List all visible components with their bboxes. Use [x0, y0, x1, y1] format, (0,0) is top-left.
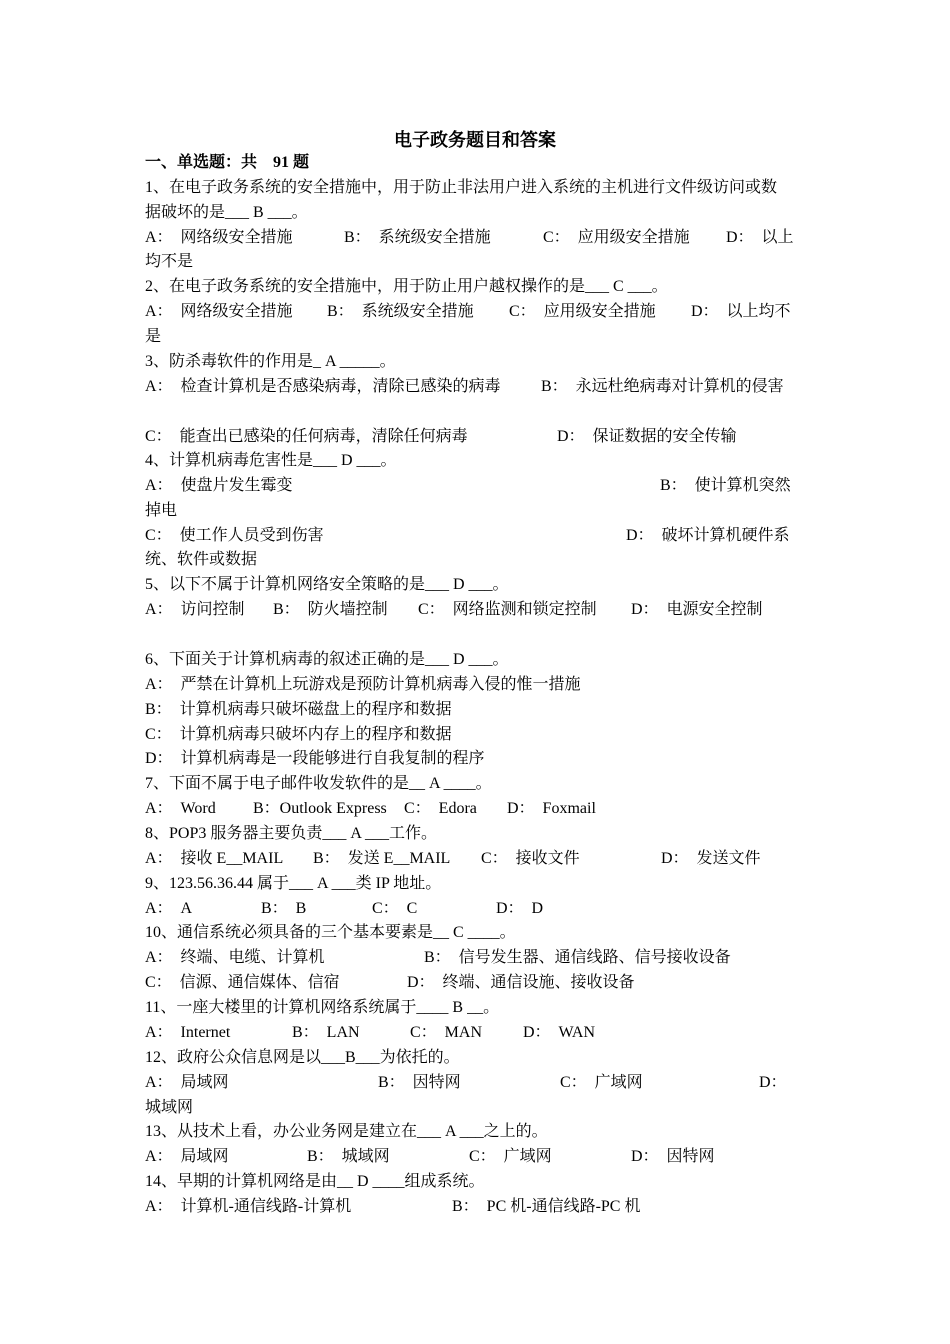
question-2-option-wrap: 是 — [145, 328, 162, 345]
q7-option-b: B：Outlook Express — [253, 800, 387, 817]
q8-option-d: D： 发送文件 — [661, 850, 761, 867]
q10-option-d: D： 终端、通信设施、接收设备 — [407, 974, 635, 991]
q11-option-d: D： WAN — [523, 1024, 595, 1041]
q4-option-c: C： 使工作人员受到伤害 — [145, 527, 324, 544]
q11-option-a: A： Internet — [145, 1024, 231, 1041]
q8-option-b: B： 发送 E__MAIL — [313, 850, 451, 867]
question-13: 13、从技术上看，办公业务网是建立在___ A ___之上的。 — [145, 1123, 548, 1140]
question-4: 4、计算机病毒危害性是___ D ___。 — [145, 452, 397, 469]
q9-option-c: C： C — [372, 900, 418, 917]
question-6: 6、下面关于计算机病毒的叙述正确的是___ D ___。 — [145, 651, 509, 668]
q1-option-d: D： 以上 — [726, 229, 794, 246]
question-14: 14、早期的计算机网络是由__ D ____组成系统。 — [145, 1173, 485, 1190]
q6-option-c: C： 计算机病毒只破坏内存上的程序和数据 — [145, 726, 452, 743]
question-1-line-1: 1、在电子政务系统的安全措施中，用于防止非法用户进入系统的主机进行文件级访问或数 — [145, 179, 778, 196]
q3-option-c: C： 能查出已感染的任何病毒，清除任何病毒 — [145, 428, 468, 445]
q13-option-d: D： 因特网 — [631, 1148, 715, 1165]
question-5: 5、以下不属于计算机网络安全策略的是___ D ___。 — [145, 576, 509, 593]
q2-option-c: C： 应用级安全措施 — [509, 303, 656, 320]
section-heading: 一、单选题：共 91 题 — [145, 154, 310, 171]
q14-option-b: B： PC 机-通信线路-PC 机 — [452, 1198, 641, 1215]
q1-option-b: B： 系统级安全措施 — [344, 229, 491, 246]
q12-option-c: C： 广域网 — [560, 1074, 643, 1091]
q12-option-d: D： — [759, 1074, 787, 1091]
q12-option-b: B： 因特网 — [378, 1074, 461, 1091]
question-9: 9、123.56.36.44 属于___ A ___类 IP 地址。 — [145, 875, 442, 892]
question-10: 10、通信系统必须具备的三个基本要素是__ C ____。 — [145, 924, 516, 941]
q8-option-a: A： 接收 E__MAIL — [145, 850, 284, 867]
q9-option-d: D： D — [496, 900, 544, 917]
q10-option-c: C： 信源、通信媒体、信宿 — [145, 974, 340, 991]
q2-option-b: B： 系统级安全措施 — [327, 303, 474, 320]
q7-option-c: C： Edora — [404, 800, 477, 817]
q5-option-a: A： 访问控制 — [145, 601, 245, 618]
question-4-option-wrap-1: 掉电 — [145, 502, 178, 519]
q13-option-c: C： 广域网 — [469, 1148, 552, 1165]
q13-option-a: A： 局域网 — [145, 1148, 229, 1165]
question-1-line-2: 据破坏的是___ B ___。 — [145, 204, 308, 221]
q11-option-c: C： MAN — [410, 1024, 483, 1041]
q10-option-a: A： 终端、电缆、计算机 — [145, 949, 325, 966]
q5-option-b: B： 防火墙控制 — [273, 601, 388, 618]
q1-option-c: C： 应用级安全措施 — [543, 229, 690, 246]
q13-option-b: B： 城域网 — [307, 1148, 390, 1165]
q9-option-a: A： A — [145, 900, 193, 917]
q2-option-d: D： 以上均不 — [691, 303, 791, 320]
q8-option-c: C： 接收文件 — [481, 850, 580, 867]
q4-option-d: D： 破坏计算机硬件系 — [626, 527, 790, 544]
question-1-option-wrap: 均不是 — [145, 253, 194, 270]
q6-option-a: A： 严禁在计算机上玩游戏是预防计算机病毒入侵的惟一措施 — [145, 676, 581, 693]
q10-option-b: B： 信号发生器、通信线路、信号接收设备 — [424, 949, 731, 966]
q12-option-a: A： 局域网 — [145, 1074, 229, 1091]
q3-option-b: B： 永远杜绝病毒对计算机的侵害 — [541, 378, 784, 395]
q7-option-d: D： Foxmail — [507, 800, 596, 817]
question-4-option-wrap-2: 统、软件或数据 — [145, 551, 258, 568]
q9-option-b: B： B — [261, 900, 307, 917]
q6-option-b: B： 计算机病毒只破坏磁盘上的程序和数据 — [145, 701, 452, 718]
q4-option-a: A： 使盘片发生霉变 — [145, 477, 293, 494]
q4-option-b: B： 使计算机突然 — [660, 477, 791, 494]
question-12-option-wrap: 城域网 — [145, 1099, 194, 1116]
q3-option-a: A： 检查计算机是否感染病毒，清除已感染的病毒 — [145, 378, 501, 395]
q1-option-a: A： 网络级安全措施 — [145, 229, 293, 246]
question-12: 12、政府公众信息网是以___B___为依托的。 — [145, 1049, 460, 1066]
question-8: 8、POP3 服务器主要负责___ A ___工作。 — [145, 825, 438, 842]
q3-option-d: D： 保证数据的安全传输 — [557, 428, 737, 445]
q14-option-a: A： 计算机-通信线路-计算机 — [145, 1198, 352, 1215]
question-7: 7、下面不属于电子邮件收发软件的是__ A ____。 — [145, 775, 492, 792]
q11-option-b: B： LAN — [292, 1024, 360, 1041]
q7-option-a: A： Word — [145, 800, 216, 817]
question-3: 3、防杀毒软件的作用是_ A _____。 — [145, 353, 396, 370]
document-title: 电子政务题目和答案 — [394, 130, 556, 150]
question-11: 11、一座大楼里的计算机网络系统属于____ B __。 — [145, 999, 500, 1016]
question-2: 2、在电子政务系统的安全措施中，用于防止用户越权操作的是___ C ___。 — [145, 278, 668, 295]
q5-option-d: D： 电源安全控制 — [631, 601, 763, 618]
q5-option-c: C： 网络监测和锁定控制 — [418, 601, 597, 618]
q2-option-a: A： 网络级安全措施 — [145, 303, 293, 320]
q6-option-d: D： 计算机病毒是一段能够进行自我复制的程序 — [145, 750, 485, 767]
